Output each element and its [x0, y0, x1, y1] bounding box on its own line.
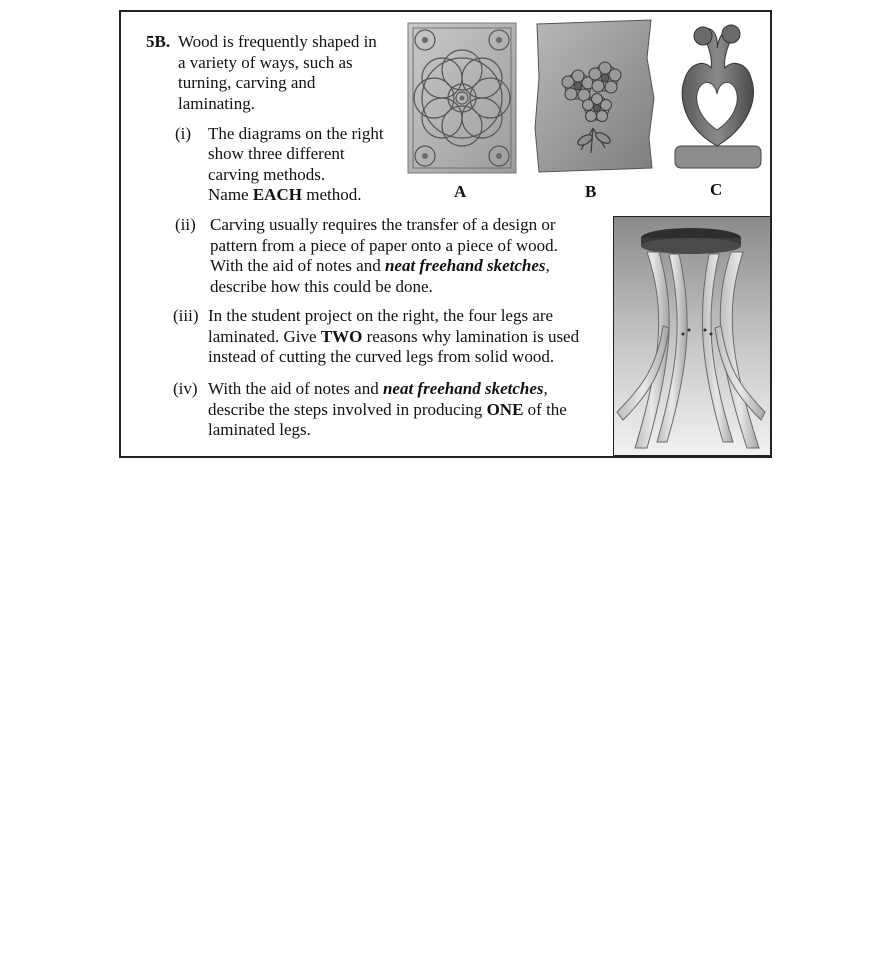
part-i-line-1: The diagrams on the right	[208, 124, 384, 143]
part-iv-line-1: With the aid of notes and neat freehand sketches,	[208, 379, 548, 398]
part-iv-label: (iv)	[173, 379, 198, 398]
intro-line-2: a variety of ways, such as	[178, 53, 353, 72]
part-ii-line-3: With the aid of notes and neat freehand sketches,	[210, 256, 550, 275]
sculpted-heart-figure-image	[667, 18, 767, 174]
part-ii-label: (ii)	[175, 215, 196, 234]
figure-a-caption: A	[454, 182, 467, 201]
part-ii-line-4: describe how this could be done.	[210, 277, 433, 296]
intro-line-3: turning, carving and	[178, 73, 316, 92]
part-i-line-4: Name EACH method.	[208, 185, 362, 204]
relief-carved-flowers-image	[533, 18, 657, 174]
part-ii-line-2: pattern from a piece of paper onto a piece of wood.	[210, 236, 558, 255]
part-iii-line-1: In the student project on the right, the four legs are	[208, 306, 554, 325]
part-ii-line-1: Carving usually requires the transfer of a design or	[210, 215, 556, 234]
figure-b-caption: B	[585, 182, 597, 201]
part-i-line-2: show three different	[208, 144, 345, 163]
laminated-leg-stool-image	[613, 216, 771, 456]
part-i-label: (i)	[175, 124, 192, 143]
question-number: 5B.	[146, 32, 171, 51]
part-iii-line-3: instead of cutting the curved legs from solid wood.	[208, 347, 555, 366]
question-box	[119, 10, 772, 458]
part-iv-line-3: laminated legs.	[208, 420, 311, 439]
part-iii-label: (iii)	[173, 306, 199, 325]
part-iv-line-2: describe the steps involved in producing ONE of the	[208, 400, 567, 419]
figure-c-caption: C	[710, 180, 723, 199]
part-i-line-3: carving methods.	[208, 165, 326, 184]
chip-carved-panel-image	[407, 22, 517, 174]
intro-line-4: laminating.	[178, 94, 255, 113]
part-iii-line-2: laminated. Give TWO reasons why lamination is used	[208, 327, 580, 346]
intro-line-1: Wood is frequently shaped in	[178, 32, 377, 51]
